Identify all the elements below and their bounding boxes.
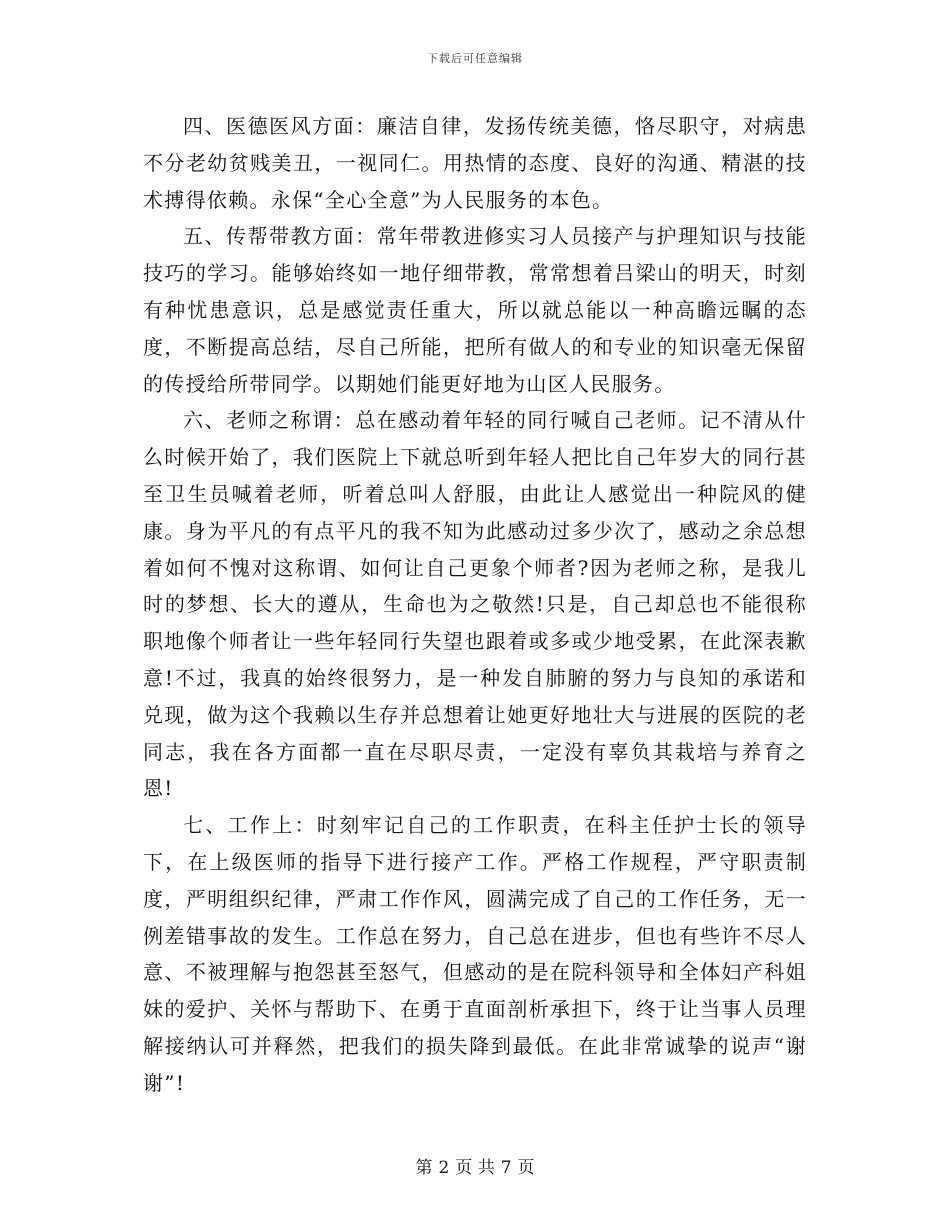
paragraph-teacher-title: 六、老师之称谓：总在感动着年轻的同行喊自己老师。记不清从什么时候开始了，我们医院上下就总听到年轻人把比自己年岁大的同行甚至卫生员喊着老师，听着总叫人舒服，由此让人感觉出一种院风的健康。身为平凡的有点平凡的我不知为此感动过多少次了，感动之余总想着如何不愧对这称谓、如何让自己更象个师者?因为老师之称，是我儿时的梦想、长大的遵从，生命也为之敬然!只是，自己却总也不能很称职地像个师者让一些年轻同行失望也跟着或多或少地受累，在此深表歉意!不过，我真的始终很努力，是一种发自肺腑的努力与良知的承诺和兑现，做为这个我赖以生存并总想着让她更好地壮大与进展的医院的老同志，我在各方面都一直在尽职尽责，一定没有辜负其栽培与养育之恩! (143, 408, 807, 801)
paragraph-mentoring: 五、传帮带教方面：常年带教进修实习人员接产与护理知识与技能技巧的学习。能够始终如一地仔细带教，常常想着吕梁山的明天，时刻有种忧患意识，总是感觉责任重大，所以就总能以一种高瞻远瞩的态度，不断提高总结，尽自己所能，把所有做人的和专业的知识毫无保留的传授给所带同学。以期她们能更好地为山区人民服务。 (143, 224, 807, 396)
document-body (143, 108, 807, 1102)
total-pages-number: 7 (500, 1158, 512, 1178)
footer-prefix: 第 (415, 1158, 433, 1178)
footer-middle: 页 共 (455, 1158, 495, 1178)
page-footer (0, 1153, 950, 1178)
page-header: 下载后可任意编辑 (427, 52, 523, 65)
paragraph-medical-ethics: 四、医德医风方面：廉洁自律，发扬传统美德，恪尽职守，对病患不分老幼贫贱美丑，一视同仁。用热情的态度、良好的沟通、精湛的技术搏得依赖。永保“全心全意”为人民服务的本色。 (143, 114, 807, 212)
paragraph-work: 七、工作上：时刻牢记自己的工作职责，在科主任护士长的领导下，在上级医师的指导下进行接产工作。严格工作规程，严守职责制度，严明组织纪律，严肃工作作风，圆满完成了自己的工作任务，无一例差错事故的发生。工作总在努力，自己总在进步，但也有些许不尽人意、不被理解与抱怨甚至怒气，但感动的是在院科领导和全体妇产科姐妹的爱护、关怀与帮助下、在勇于直面剖析承担下，终于让当事人员理解接纳认可并释然，把我们的损失降到最低。在此非常诚挚的说声“谢谢”! (143, 813, 807, 1095)
current-page-number: 2 (438, 1158, 450, 1178)
footer-suffix: 页 (517, 1158, 535, 1178)
